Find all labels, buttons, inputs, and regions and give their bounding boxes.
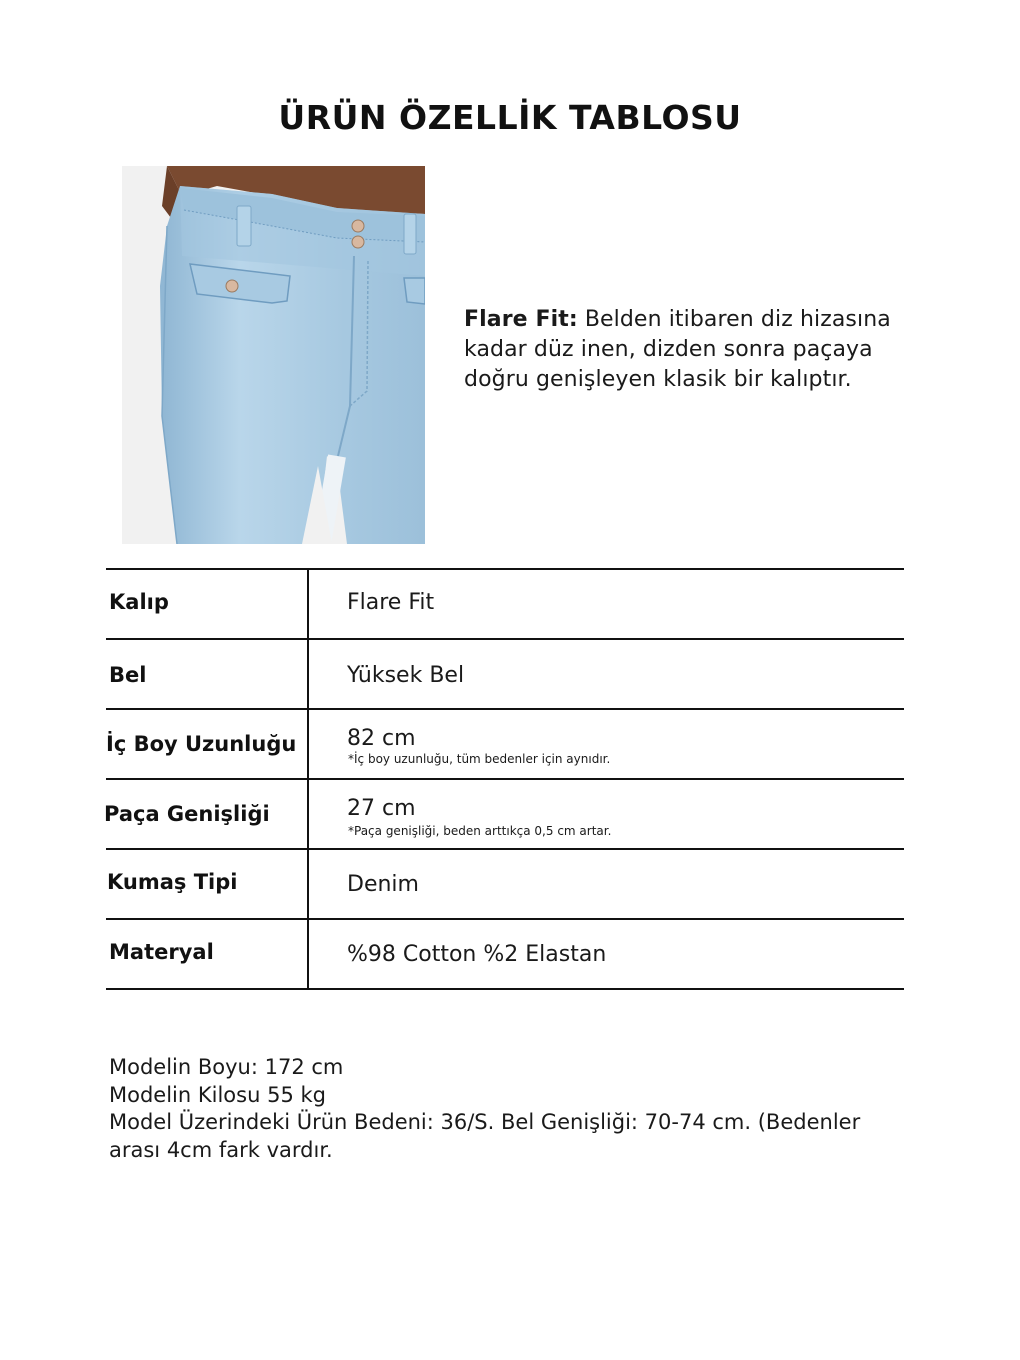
spec-row-materyal — [106, 920, 904, 990]
label-cell — [106, 780, 309, 848]
spec-note: *Paça genişliği, beden arttıkça 0,5 cm artar. — [348, 824, 612, 838]
spec-value: Flare Fit — [347, 590, 435, 615]
spec-label: Kumaş Tipi — [107, 870, 238, 894]
value-cell — [309, 710, 904, 778]
page-title: ÜRÜN ÖZELLİK TABLOSU — [278, 98, 742, 137]
jeans-photo-illustration — [122, 166, 425, 544]
spec-note: *İç boy uzunluğu, tüm bedenler için aynıdır. — [348, 752, 611, 766]
value-cell — [309, 780, 904, 848]
spec-table — [106, 568, 904, 990]
spec-value: Denim — [347, 872, 419, 897]
model-height: Modelin Boyu: 172 cm — [109, 1055, 344, 1079]
spec-row-ic-boy — [106, 710, 904, 780]
label-cell — [106, 850, 309, 918]
spec-row-kalip — [106, 570, 904, 640]
spec-value: 27 cm — [347, 796, 416, 821]
spec-label: Materyal — [109, 940, 214, 964]
fit-description — [464, 305, 924, 395]
value-cell — [309, 570, 904, 638]
spec-value: 82 cm — [347, 726, 416, 751]
spec-label: Bel — [109, 663, 147, 687]
spec-value: Yüksek Bel — [347, 663, 465, 688]
spec-value: %98 Cotton %2 Elastan — [347, 942, 607, 967]
value-cell — [309, 920, 904, 988]
spec-row-bel — [106, 640, 904, 710]
spec-label: İç Boy Uzunluğu — [106, 732, 297, 756]
model-size-info: Model Üzerindeki Ürün Bedeni: 36/S. Bel Genişliği: 70-74 cm. (Bedenler arası 4cm fark vardır. — [109, 1110, 861, 1162]
value-cell — [309, 850, 904, 918]
label-cell — [106, 710, 309, 778]
model-info — [109, 1054, 899, 1164]
spec-label: Kalıp — [109, 590, 169, 614]
fit-name: Flare Fit: — [464, 307, 578, 332]
spec-row-paca — [106, 780, 904, 850]
label-cell — [106, 920, 309, 988]
label-cell — [106, 640, 309, 708]
fit-description-text: Belden itibaren diz hizasına kadar düz inen, dizden sonra paçaya doğru genişleyen klasik bir kalıptır. — [464, 307, 891, 392]
model-weight: Modelin Kilosu 55 kg — [109, 1082, 326, 1107]
label-cell — [106, 570, 309, 638]
product-image — [122, 166, 425, 544]
value-cell — [309, 640, 904, 708]
spec-row-kumas — [106, 850, 904, 920]
spec-label: Paça Genişliği — [104, 802, 270, 826]
